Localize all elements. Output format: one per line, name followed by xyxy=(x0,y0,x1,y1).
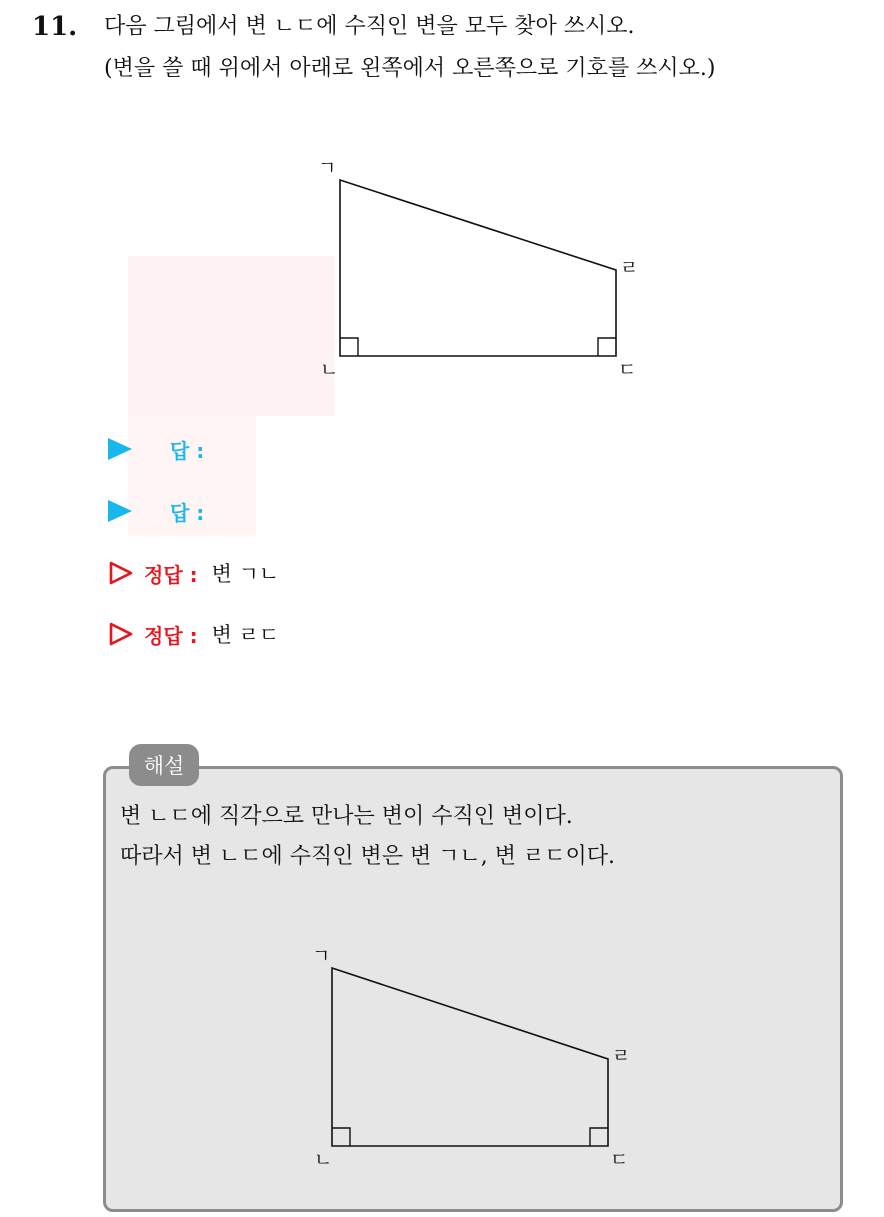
solution-trapezoid-figure xyxy=(292,938,652,1178)
answer-row-2 xyxy=(108,496,204,526)
correct-answer-value: 변 ㄹㄷ xyxy=(211,623,280,647)
play-icon xyxy=(108,500,132,522)
correct-answer-row-2 xyxy=(108,619,279,649)
vertex-label-bottom-right: ㄷ xyxy=(610,1149,629,1171)
solution-text-2: 따라서 변 ㄴㄷ에 수직인 변은 변 ㄱㄴ, 변 ㄹㄷ이다. xyxy=(120,844,615,869)
answer-row-1 xyxy=(108,434,204,464)
correct-answer-label: 정답 : xyxy=(144,562,198,587)
vertex-label-bottom-left: ㄴ xyxy=(320,359,339,381)
vertex-label-bottom-left: ㄴ xyxy=(314,1149,333,1171)
question-number: 11. xyxy=(32,12,78,42)
correct-answer-row-1 xyxy=(108,558,279,588)
vertex-label-top-left: ㄱ xyxy=(318,157,337,179)
play-outline-icon xyxy=(108,560,134,586)
correct-answer-value: 변 ㄱㄴ xyxy=(211,562,280,586)
answer-label: 답 : xyxy=(170,500,205,525)
vertex-label-top-left: ㄱ xyxy=(312,945,331,967)
vertex-label-right: ㄹ xyxy=(612,1045,631,1067)
vertex-label-right: ㄹ xyxy=(620,257,639,279)
play-icon xyxy=(108,438,132,460)
right-angle-mark-left xyxy=(332,1128,350,1146)
play-outline-icon xyxy=(108,621,134,647)
solution-tag: 해설 xyxy=(129,744,199,786)
answer-label: 답 : xyxy=(170,438,205,463)
vertex-label-bottom-right: ㄷ xyxy=(618,359,637,381)
question-text: 다음 그림에서 변 ㄴㄷ에 수직인 변을 모두 찾아 쓰시오. xyxy=(104,14,635,39)
trapezoid-drawing xyxy=(300,150,660,390)
solution-trapezoid-drawing xyxy=(292,938,652,1178)
question-instruction: (변을 쓸 때 위에서 아래로 왼쪽에서 오른쪽으로 기호를 쓰시오.) xyxy=(104,56,716,81)
solution-text-1: 변 ㄴㄷ에 직각으로 만나는 변이 수직인 변이다. xyxy=(120,804,573,829)
trapezoid-shape xyxy=(340,180,616,356)
right-angle-mark-right xyxy=(590,1128,608,1146)
solution-trapezoid-shape xyxy=(332,968,608,1146)
trapezoid-figure xyxy=(300,150,660,390)
correct-answer-label: 정답 : xyxy=(144,623,198,648)
